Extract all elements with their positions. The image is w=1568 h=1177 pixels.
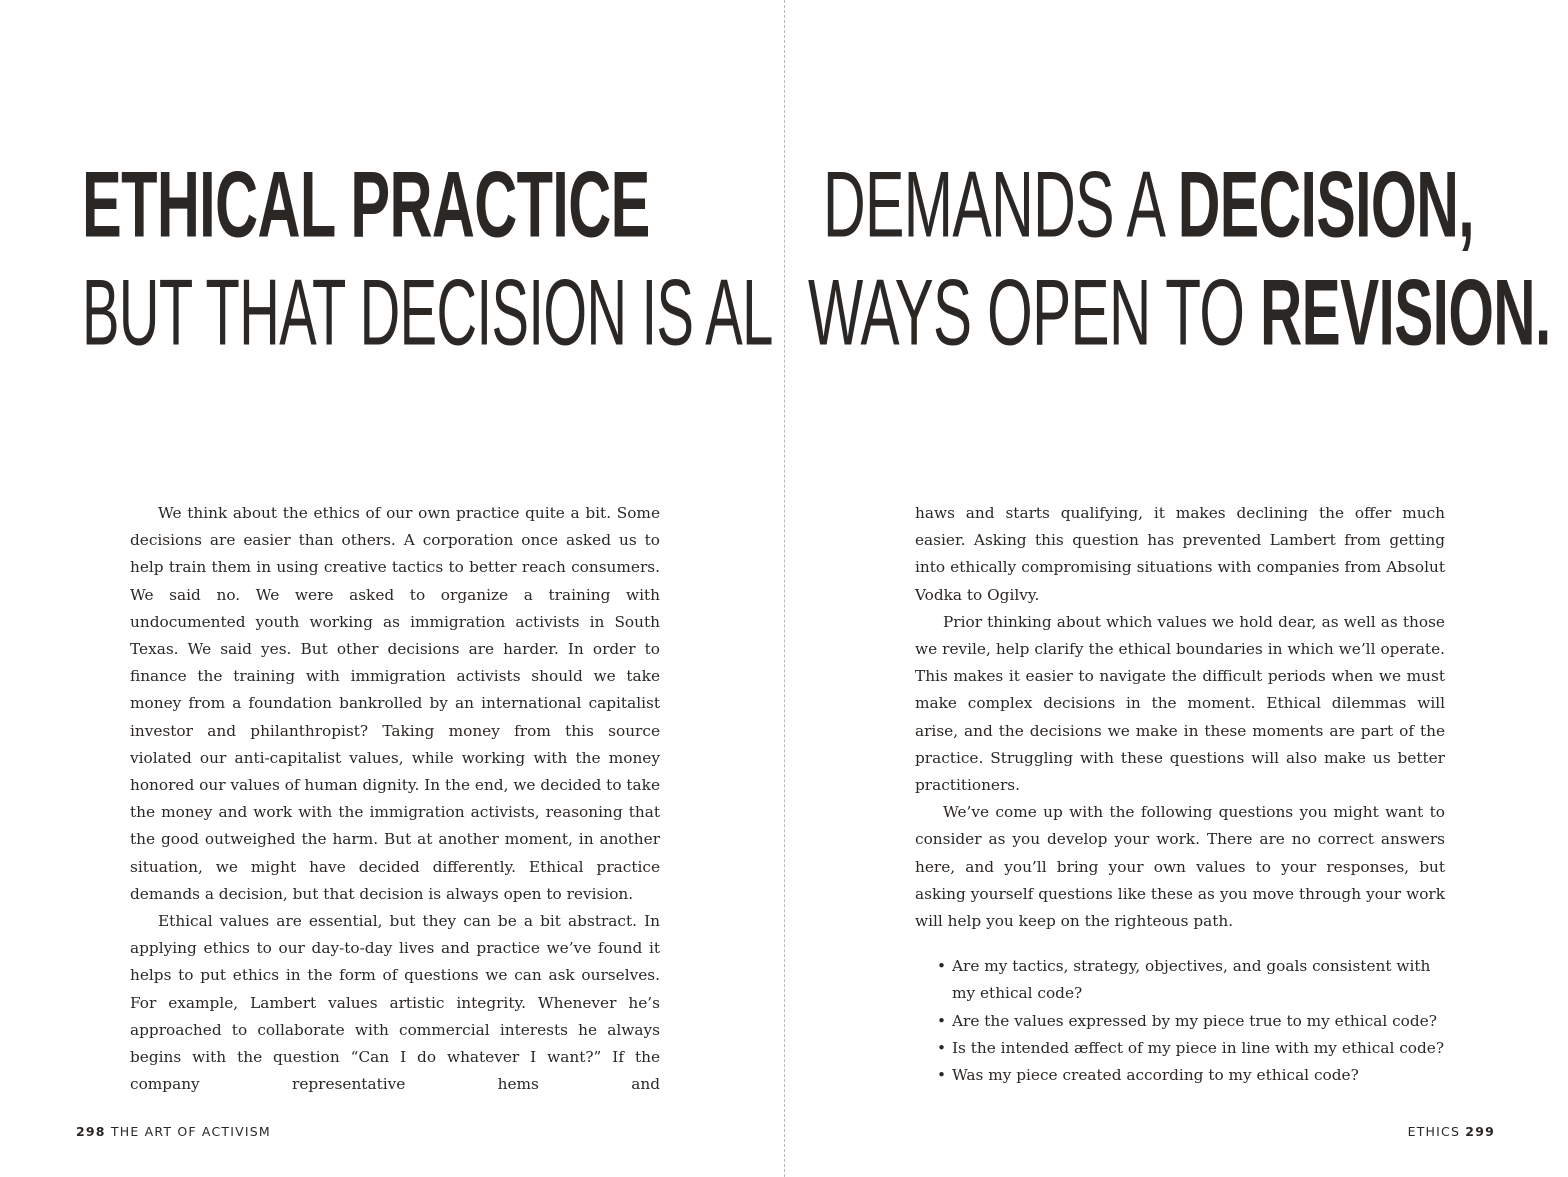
- left-page-footer: [76, 1124, 271, 1139]
- page-number: 299: [1465, 1124, 1495, 1139]
- page-gutter-fold: [784, 0, 785, 1177]
- headline-right-line-1: [823, 152, 1475, 257]
- headline-right-line-1-regular: DEMANDS A: [823, 152, 1178, 257]
- right-page-body: [915, 500, 1445, 1089]
- list-item-text: Are my tactics, strategy, objectives, and goals consistent with my ethical code?: [952, 957, 1431, 1003]
- running-title: ETHICS: [1407, 1124, 1461, 1139]
- body-paragraph-continued: haws and starts qualifying, it makes declining the offer much easier. Asking this question has prevented Lambert from getting into ethically compromising situations with companies from Absolut Vodka to Ogilvy.: [915, 504, 1445, 604]
- list-item-text: Is the intended æffect of my piece in line with my ethical code?: [952, 1038, 1445, 1057]
- headline-left-line-1-text: ETHICAL PRACTICE: [82, 152, 650, 257]
- list-item: [937, 1062, 1445, 1089]
- headline-right-line-2-bold: REVISION.: [1259, 260, 1551, 365]
- bullet-icon: •: [937, 1011, 947, 1030]
- bullet-icon: •: [937, 957, 947, 976]
- running-title: THE ART OF ACTIVISM: [110, 1124, 271, 1139]
- headline-right-line-1-bold: DECISION,: [1177, 152, 1475, 257]
- list-item: [937, 953, 1445, 1007]
- body-paragraph: We’ve come up with the following questions you might want to consider as you develop your work. There are no correct answers here, and you’ll bring your own values to your responses, but asking yourself questions like these as you move through your work will help you keep on the righteous path.: [915, 803, 1445, 931]
- headline-right-line-2: [808, 260, 1551, 365]
- list-item-text: Was my piece created according to my ethical code?: [952, 1066, 1359, 1085]
- body-paragraph: Prior thinking about which values we hold dear, as well as those we revile, help clarify the ethical boundaries in which we’ll operate. This makes it easier to navigate the difficult periods when we must make complex decisions in the moment. Ethical dilemmas will arise, and the decisions we make in these moments are part of the practice. Struggling with these questions will also make us better practitioners.: [915, 612, 1445, 795]
- headline-left-line-1: [82, 152, 650, 257]
- body-paragraph: Ethical values are essential, but they can be a bit abstract. In applying ethics to our day-to-day lives and practice we’ve found it helps to put ethics in the form of questions we can ask ourselves. For example, Lambert values artistic integrity. Whenever he’s approached to collaborate with commercial interests he always begins with the question “Can I do whatever I want?” If the company representative hems and: [130, 912, 660, 1094]
- ethics-question-list: [915, 953, 1445, 1089]
- body-paragraph: We think about the ethics of our own practice quite a bit. Some decisions are easier than others. A corporation once asked us to help train them in using creative tactics to better reach consumers. We said no. We were asked to organize a training with undocumented youth working as immigration activists in South Texas. We said yes. But other decisions are harder. In order to finance the training with immigration activists should we take money from a foundation bankrolled by an international capitalist investor and philanthropist? Taking money from this source violated our anti-capitalist values, while working with the money honored our values of human dignity. In the end, we decided to take the money and work with the immigration activists, reasoning that the good outweighed the harm. But at another moment, in another situation, we might have decided differently. Ethical practice demands a decision, but that decision is always open to revision.: [130, 504, 660, 903]
- left-page-body: [130, 500, 660, 1098]
- list-item-text: Are the values expressed by my piece true to my ethical code?: [952, 1011, 1437, 1030]
- headline-right-line-2-regular: WAYS OPEN TO: [808, 260, 1260, 365]
- headline-left-line-2: [82, 260, 773, 365]
- bullet-icon: •: [937, 1066, 947, 1085]
- bullet-icon: •: [937, 1038, 947, 1057]
- right-page-footer: [1408, 1124, 1495, 1139]
- headline-left-line-2-text: BUT THAT DECISION IS AL: [82, 260, 773, 365]
- list-item: [937, 1008, 1445, 1035]
- list-item: [937, 1035, 1445, 1062]
- page-number: 298: [76, 1124, 106, 1139]
